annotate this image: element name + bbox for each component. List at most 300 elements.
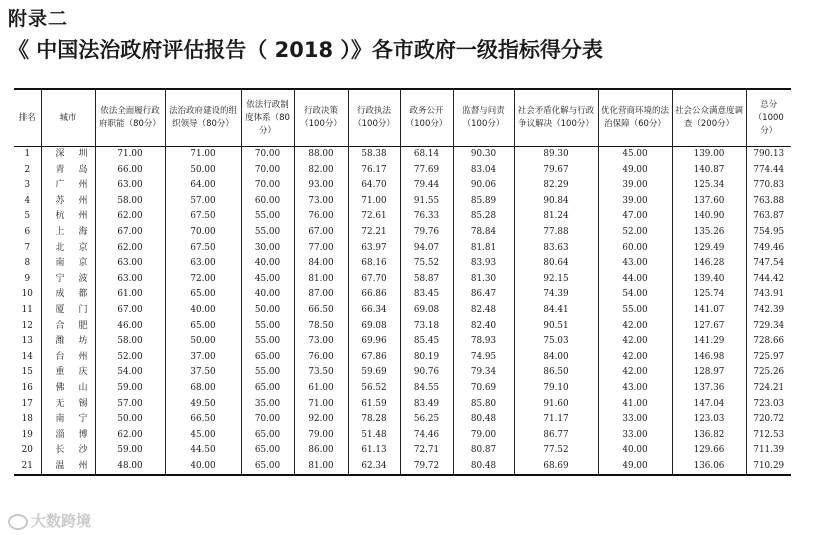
cell-c2: 45.00: [165, 428, 241, 444]
cell-city: 深圳: [41, 147, 95, 163]
cell-c7: 82.40: [453, 319, 514, 335]
cell-c2: 67.50: [165, 209, 241, 225]
column-header-c3: 依法行政制度体系（80分）: [241, 89, 294, 147]
column-header-c4: 行政决策（100分）: [294, 89, 348, 147]
cell-rank: 16: [14, 381, 41, 397]
cell-c1: 67.00: [95, 225, 165, 241]
column-header-c1: 依法全面履行政府职能（80分）: [95, 89, 165, 147]
cell-c4: 66.50: [294, 303, 348, 319]
cell-c1: 61.00: [95, 287, 165, 303]
column-header-city: 城市: [41, 89, 95, 147]
cell-c3: 40.00: [241, 256, 294, 272]
cell-c1: 66.00: [95, 163, 165, 179]
cell-c1: 57.00: [95, 397, 165, 413]
cell-c4: 86.00: [294, 443, 348, 459]
cell-c4: 73.00: [294, 194, 348, 210]
cell-c2: 40.00: [165, 459, 241, 476]
cell-c6: 85.45: [400, 334, 453, 350]
cell-c6: 69.08: [400, 303, 453, 319]
cell-c3: 55.00: [241, 209, 294, 225]
cell-c9: 39.00: [598, 178, 672, 194]
cell-c8: 79.67: [514, 163, 598, 179]
cell-c5: 66.86: [348, 287, 400, 303]
cell-c1: 59.00: [95, 381, 165, 397]
cell-c10: 141.29: [672, 334, 746, 350]
cell-c5: 67.86: [348, 350, 400, 366]
cell-c2: 40.00: [165, 303, 241, 319]
cell-c6: 94.07: [400, 241, 453, 257]
cell-c1: 62.00: [95, 209, 165, 225]
cell-c7: 74.95: [453, 350, 514, 366]
cell-city: 北京: [41, 241, 95, 257]
cell-c1: 67.00: [95, 303, 165, 319]
cell-c3: 55.00: [241, 365, 294, 381]
cell-c4: 81.00: [294, 459, 348, 476]
cell-c5: 68.16: [348, 256, 400, 272]
cell-c6: 75.52: [400, 256, 453, 272]
cell-c1: 52.00: [95, 350, 165, 366]
cell-c10: 137.60: [672, 194, 746, 210]
table-row: [14, 209, 791, 225]
cell-c1: 62.00: [95, 428, 165, 444]
cell-city: 台州: [41, 350, 95, 366]
cell-c7: 90.30: [453, 147, 514, 163]
cell-c8: 77.52: [514, 443, 598, 459]
cell-c1: 58.00: [95, 334, 165, 350]
cell-c2: 65.00: [165, 319, 241, 335]
cell-c3: 55.00: [241, 225, 294, 241]
cell-c2: 72.00: [165, 272, 241, 288]
cell-c10: 146.98: [672, 350, 746, 366]
cell-c4: 88.00: [294, 147, 348, 163]
cell-c6: 79.76: [400, 225, 453, 241]
cell-c10: 128.97: [672, 365, 746, 381]
column-header-c5: 行政执法（100分）: [348, 89, 400, 147]
cell-c9: 41.00: [598, 397, 672, 413]
cell-rank: 11: [14, 303, 41, 319]
cell-city: 青岛: [41, 163, 95, 179]
cell-c4: 67.00: [294, 225, 348, 241]
cell-c5: 69.96: [348, 334, 400, 350]
cell-c1: 71.00: [95, 147, 165, 163]
cell-c2: 68.00: [165, 381, 241, 397]
cell-c5: 62.34: [348, 459, 400, 476]
column-header-total: 总分（1000分）: [753, 99, 784, 136]
watermark: [8, 510, 91, 531]
cell-c3: 70.00: [241, 163, 294, 179]
cell-c2: 67.50: [165, 241, 241, 257]
cell-c10: 136.82: [672, 428, 746, 444]
cell-c8: 77.88: [514, 225, 598, 241]
cell-c9: 45.00: [598, 147, 672, 163]
cell-total: 725.97: [753, 351, 785, 362]
cell-c9: 39.00: [598, 194, 672, 210]
table-row: [14, 147, 791, 163]
cell-rank: 20: [14, 443, 41, 459]
cell-c7: 85.28: [453, 209, 514, 225]
cell-city: 长沙: [41, 443, 95, 459]
cell-c5: 63.97: [348, 241, 400, 257]
cell-c3: 50.00: [241, 303, 294, 319]
cell-city: 杭州: [41, 209, 95, 225]
cell-c7: 70.69: [453, 381, 514, 397]
cell-c4: 93.00: [294, 178, 348, 194]
cell-total: 790.13: [753, 149, 785, 159]
cell-c2: 70.00: [165, 225, 241, 241]
cell-total: 729.34: [753, 320, 785, 331]
cell-rank: 14: [14, 350, 41, 366]
cell-total: 743.91: [753, 289, 785, 300]
cell-city: 温州: [41, 459, 95, 476]
cell-c8: 86.77: [514, 428, 598, 444]
cell-c7: 90.06: [453, 178, 514, 194]
cell-rank: 19: [14, 428, 41, 444]
cell-rank: 21: [14, 459, 41, 476]
table-row: [14, 303, 791, 319]
cell-c2: 37.00: [165, 350, 241, 366]
watermark-logo-icon: [8, 514, 28, 530]
cell-rank: 10: [14, 287, 41, 303]
cell-city: 无锡: [41, 397, 95, 413]
cell-c8: 91.60: [514, 397, 598, 413]
cell-total: 723.03: [753, 398, 785, 409]
cell-c9: 42.00: [598, 350, 672, 366]
cell-c1: 48.00: [95, 459, 165, 476]
cell-c7: 81.30: [453, 272, 514, 288]
table-row: [14, 365, 791, 381]
cell-c8: 90.51: [514, 319, 598, 335]
cell-c8: 86.50: [514, 365, 598, 381]
column-header-c7: 监督与问责（100分）: [453, 89, 514, 147]
table-body: [14, 147, 791, 476]
cell-c2: 50.00: [165, 334, 241, 350]
cell-c9: 55.00: [598, 303, 672, 319]
table-row: [14, 459, 791, 476]
cell-rank: 13: [14, 334, 41, 350]
cell-c1: 46.00: [95, 319, 165, 335]
cell-c9: 40.00: [598, 443, 672, 459]
table-row: [14, 334, 791, 350]
column-header-rank: 排名: [14, 89, 41, 147]
table-row: [14, 194, 791, 210]
cell-c4: 73.00: [294, 334, 348, 350]
cell-rank: 3: [14, 178, 41, 194]
cell-c5: 64.70: [348, 178, 400, 194]
cell-c5: 76.17: [348, 163, 400, 179]
cell-c9: 49.00: [598, 163, 672, 179]
cell-c3: 70.00: [241, 178, 294, 194]
cell-c4: 76.00: [294, 350, 348, 366]
cell-c3: 70.00: [241, 412, 294, 428]
cell-c3: 45.00: [241, 272, 294, 288]
cell-c8: 92.15: [514, 272, 598, 288]
cell-c9: 43.00: [598, 256, 672, 272]
cell-c2: 64.00: [165, 178, 241, 194]
cell-c9: 43.00: [598, 381, 672, 397]
cell-c6: 56.25: [400, 412, 453, 428]
table-row: [14, 443, 791, 459]
column-header-c8: 社会矛盾化解与行政争议解决（100分）: [514, 89, 598, 147]
cell-c1: 63.00: [95, 256, 165, 272]
cell-city: 南宁: [41, 412, 95, 428]
cell-c5: 67.70: [348, 272, 400, 288]
cell-c7: 78.84: [453, 225, 514, 241]
cell-c6: 90.76: [400, 365, 453, 381]
cell-c9: 60.00: [598, 241, 672, 257]
table-row: [14, 381, 791, 397]
cell-c7: 81.81: [453, 241, 514, 257]
cell-c5: 72.21: [348, 225, 400, 241]
cell-c8: 75.03: [514, 334, 598, 350]
cell-c2: 57.00: [165, 194, 241, 210]
cell-c7: 80.48: [453, 459, 514, 476]
cell-c8: 90.84: [514, 194, 598, 210]
cell-total: 747.54: [753, 258, 785, 269]
cell-c4: 61.00: [294, 381, 348, 397]
cell-rank: 7: [14, 241, 41, 257]
cell-c8: 84.00: [514, 350, 598, 366]
cell-c9: 44.00: [598, 272, 672, 288]
cell-c7: 85.89: [453, 194, 514, 210]
cell-c4: 71.00: [294, 397, 348, 413]
cell-c8: 68.69: [514, 459, 598, 476]
cell-city: 南京: [41, 256, 95, 272]
table-header-row: [14, 89, 791, 147]
cell-rank: 8: [14, 256, 41, 272]
cell-c10: 136.06: [672, 459, 746, 476]
cell-total: 725.26: [753, 367, 785, 378]
cell-c6: 74.46: [400, 428, 453, 444]
cell-c5: 78.28: [348, 412, 400, 428]
cell-total: 744.42: [753, 273, 785, 284]
cell-c4: 78.50: [294, 319, 348, 335]
cell-c5: 59.69: [348, 365, 400, 381]
column-header-c9: 优化营商环境的法治保障（60分）: [598, 89, 672, 147]
column-header-c6: 政务公开（100分）: [400, 89, 453, 147]
cell-c2: 66.50: [165, 412, 241, 428]
cell-rank: 4: [14, 194, 41, 210]
cell-c1: 59.00: [95, 443, 165, 459]
cell-city: 潍坊: [41, 334, 95, 350]
cell-c4: 81.00: [294, 272, 348, 288]
cell-c10: 140.87: [672, 163, 746, 179]
cell-c6: 84.55: [400, 381, 453, 397]
cell-c1: 50.00: [95, 412, 165, 428]
cell-rank: 18: [14, 412, 41, 428]
cell-c10: 141.07: [672, 303, 746, 319]
cell-c6: 83.49: [400, 397, 453, 413]
cell-c5: 61.13: [348, 443, 400, 459]
table-row: [14, 178, 791, 194]
cell-total: 763.88: [753, 195, 785, 206]
table-row: [14, 428, 791, 444]
cell-c6: 72.71: [400, 443, 453, 459]
cell-city: 淄博: [41, 428, 95, 444]
cell-c4: 73.50: [294, 365, 348, 381]
cell-city: 合肥: [41, 319, 95, 335]
cell-c2: 37.50: [165, 365, 241, 381]
cell-c7: 82.48: [453, 303, 514, 319]
cell-c3: 55.00: [241, 334, 294, 350]
cell-c10: 135.26: [672, 225, 746, 241]
cell-c2: 71.00: [165, 147, 241, 163]
cell-c7: 80.48: [453, 412, 514, 428]
cell-c3: 65.00: [241, 459, 294, 476]
cell-rank: 9: [14, 272, 41, 288]
cell-c1: 63.00: [95, 272, 165, 288]
table-row: [14, 256, 791, 272]
cell-total: 749.46: [753, 242, 785, 253]
cell-c5: 61.59: [348, 397, 400, 413]
cell-total: 710.29: [753, 460, 785, 471]
cell-c9: 49.00: [598, 459, 672, 476]
cell-c2: 63.00: [165, 256, 241, 272]
cell-c8: 81.24: [514, 209, 598, 225]
cell-c7: 83.93: [453, 256, 514, 272]
cell-c3: 35.00: [241, 397, 294, 413]
table-row: [14, 397, 791, 413]
cell-c4: 77.00: [294, 241, 348, 257]
cell-c3: 65.00: [241, 443, 294, 459]
cell-c3: 65.00: [241, 350, 294, 366]
cell-rank: 5: [14, 209, 41, 225]
cell-c2: 50.00: [165, 163, 241, 179]
cell-c6: 68.14: [400, 147, 453, 163]
cell-c3: 65.00: [241, 381, 294, 397]
cell-c5: 51.48: [348, 428, 400, 444]
cell-c1: 58.00: [95, 194, 165, 210]
cell-c9: 52.00: [598, 225, 672, 241]
cell-c7: 83.04: [453, 163, 514, 179]
cell-c5: 56.52: [348, 381, 400, 397]
cell-c10: 125.74: [672, 287, 746, 303]
cell-c5: 72.61: [348, 209, 400, 225]
table-row: [14, 225, 791, 241]
cell-c9: 33.00: [598, 428, 672, 444]
cell-c3: 65.00: [241, 428, 294, 444]
cell-c4: 79.00: [294, 428, 348, 444]
table-row: [14, 412, 791, 428]
cell-c3: 55.00: [241, 319, 294, 335]
cell-city: 重庆: [41, 365, 95, 381]
cell-c3: 60.00: [241, 194, 294, 210]
cell-c8: 82.29: [514, 178, 598, 194]
cell-c4: 84.00: [294, 256, 348, 272]
cell-c8: 83.63: [514, 241, 598, 257]
cell-c6: 83.45: [400, 287, 453, 303]
cell-c5: 69.08: [348, 319, 400, 335]
cell-c7: 79.34: [453, 365, 514, 381]
cell-c1: 63.00: [95, 178, 165, 194]
score-table: [14, 88, 791, 476]
cell-c10: 146.28: [672, 256, 746, 272]
cell-total: 728.66: [753, 336, 785, 347]
cell-c6: 79.44: [400, 178, 453, 194]
cell-total: 724.21: [753, 382, 785, 393]
table-row: [14, 241, 791, 257]
watermark-text: 大数跨境: [31, 512, 92, 530]
cell-rank: 6: [14, 225, 41, 241]
cell-total: 711.39: [753, 445, 785, 456]
cell-rank: 15: [14, 365, 41, 381]
cell-c9: 42.00: [598, 319, 672, 335]
cell-c1: 62.00: [95, 241, 165, 257]
cell-total: 754.95: [753, 226, 785, 237]
cell-c10: 139.00: [672, 147, 746, 163]
cell-total: 712.53: [753, 429, 785, 440]
cell-total: 742.39: [753, 304, 785, 315]
cell-c2: 49.50: [165, 397, 241, 413]
cell-rank: 1: [14, 147, 41, 163]
cell-c5: 71.00: [348, 194, 400, 210]
cell-c7: 86.47: [453, 287, 514, 303]
table-row: [14, 350, 791, 366]
cell-c9: 42.00: [598, 334, 672, 350]
cell-city: 佛山: [41, 381, 95, 397]
cell-total: 763.87: [753, 211, 785, 222]
cell-c8: 89.30: [514, 147, 598, 163]
cell-c6: 79.72: [400, 459, 453, 476]
cell-total: 770.83: [753, 180, 785, 191]
cell-total: 720.72: [753, 414, 785, 425]
cell-city: 成都: [41, 287, 95, 303]
cell-c9: 33.00: [598, 412, 672, 428]
cell-c2: 44.50: [165, 443, 241, 459]
cell-c10: 137.36: [672, 381, 746, 397]
table-row: [14, 272, 791, 288]
table-row: [14, 287, 791, 303]
table-row: [14, 319, 791, 335]
table-row: [14, 163, 791, 179]
cell-city: 苏州: [41, 194, 95, 210]
cell-c3: 70.00: [241, 147, 294, 163]
cell-c8: 74.39: [514, 287, 598, 303]
cell-c3: 40.00: [241, 287, 294, 303]
cell-c6: 76.33: [400, 209, 453, 225]
cell-c4: 87.00: [294, 287, 348, 303]
column-header-c2: 法治政府建设的组织领导（80分）: [165, 89, 241, 147]
cell-c6: 58.87: [400, 272, 453, 288]
cell-c9: 42.00: [598, 365, 672, 381]
page-title: 《 中国法治政府评估报告（ 2018 ）》各市政府一级指标得分表: [8, 38, 603, 62]
cell-rank: 2: [14, 163, 41, 179]
cell-c8: 80.64: [514, 256, 598, 272]
cell-c6: 91.55: [400, 194, 453, 210]
cell-c10: 123.03: [672, 412, 746, 428]
cell-c8: 71.17: [514, 412, 598, 428]
cell-c4: 92.00: [294, 412, 348, 428]
cell-c1: 54.00: [95, 365, 165, 381]
cell-rank: 17: [14, 397, 41, 413]
cell-c2: 65.00: [165, 287, 241, 303]
cell-c5: 58.38: [348, 147, 400, 163]
cell-city: 厦门: [41, 303, 95, 319]
cell-c5: 66.34: [348, 303, 400, 319]
appendix-label: 附录二: [8, 8, 69, 30]
cell-c10: 125.34: [672, 178, 746, 194]
cell-c9: 54.00: [598, 287, 672, 303]
cell-c7: 78.93: [453, 334, 514, 350]
cell-c10: 147.04: [672, 397, 746, 413]
cell-c7: 85.80: [453, 397, 514, 413]
cell-c6: 73.18: [400, 319, 453, 335]
cell-c3: 30.00: [241, 241, 294, 257]
cell-c10: 127.67: [672, 319, 746, 335]
cell-c6: 77.69: [400, 163, 453, 179]
cell-rank: 12: [14, 319, 41, 335]
cell-c6: 80.19: [400, 350, 453, 366]
column-header-c10: 社会公众满意度调查（200分）: [672, 89, 746, 147]
